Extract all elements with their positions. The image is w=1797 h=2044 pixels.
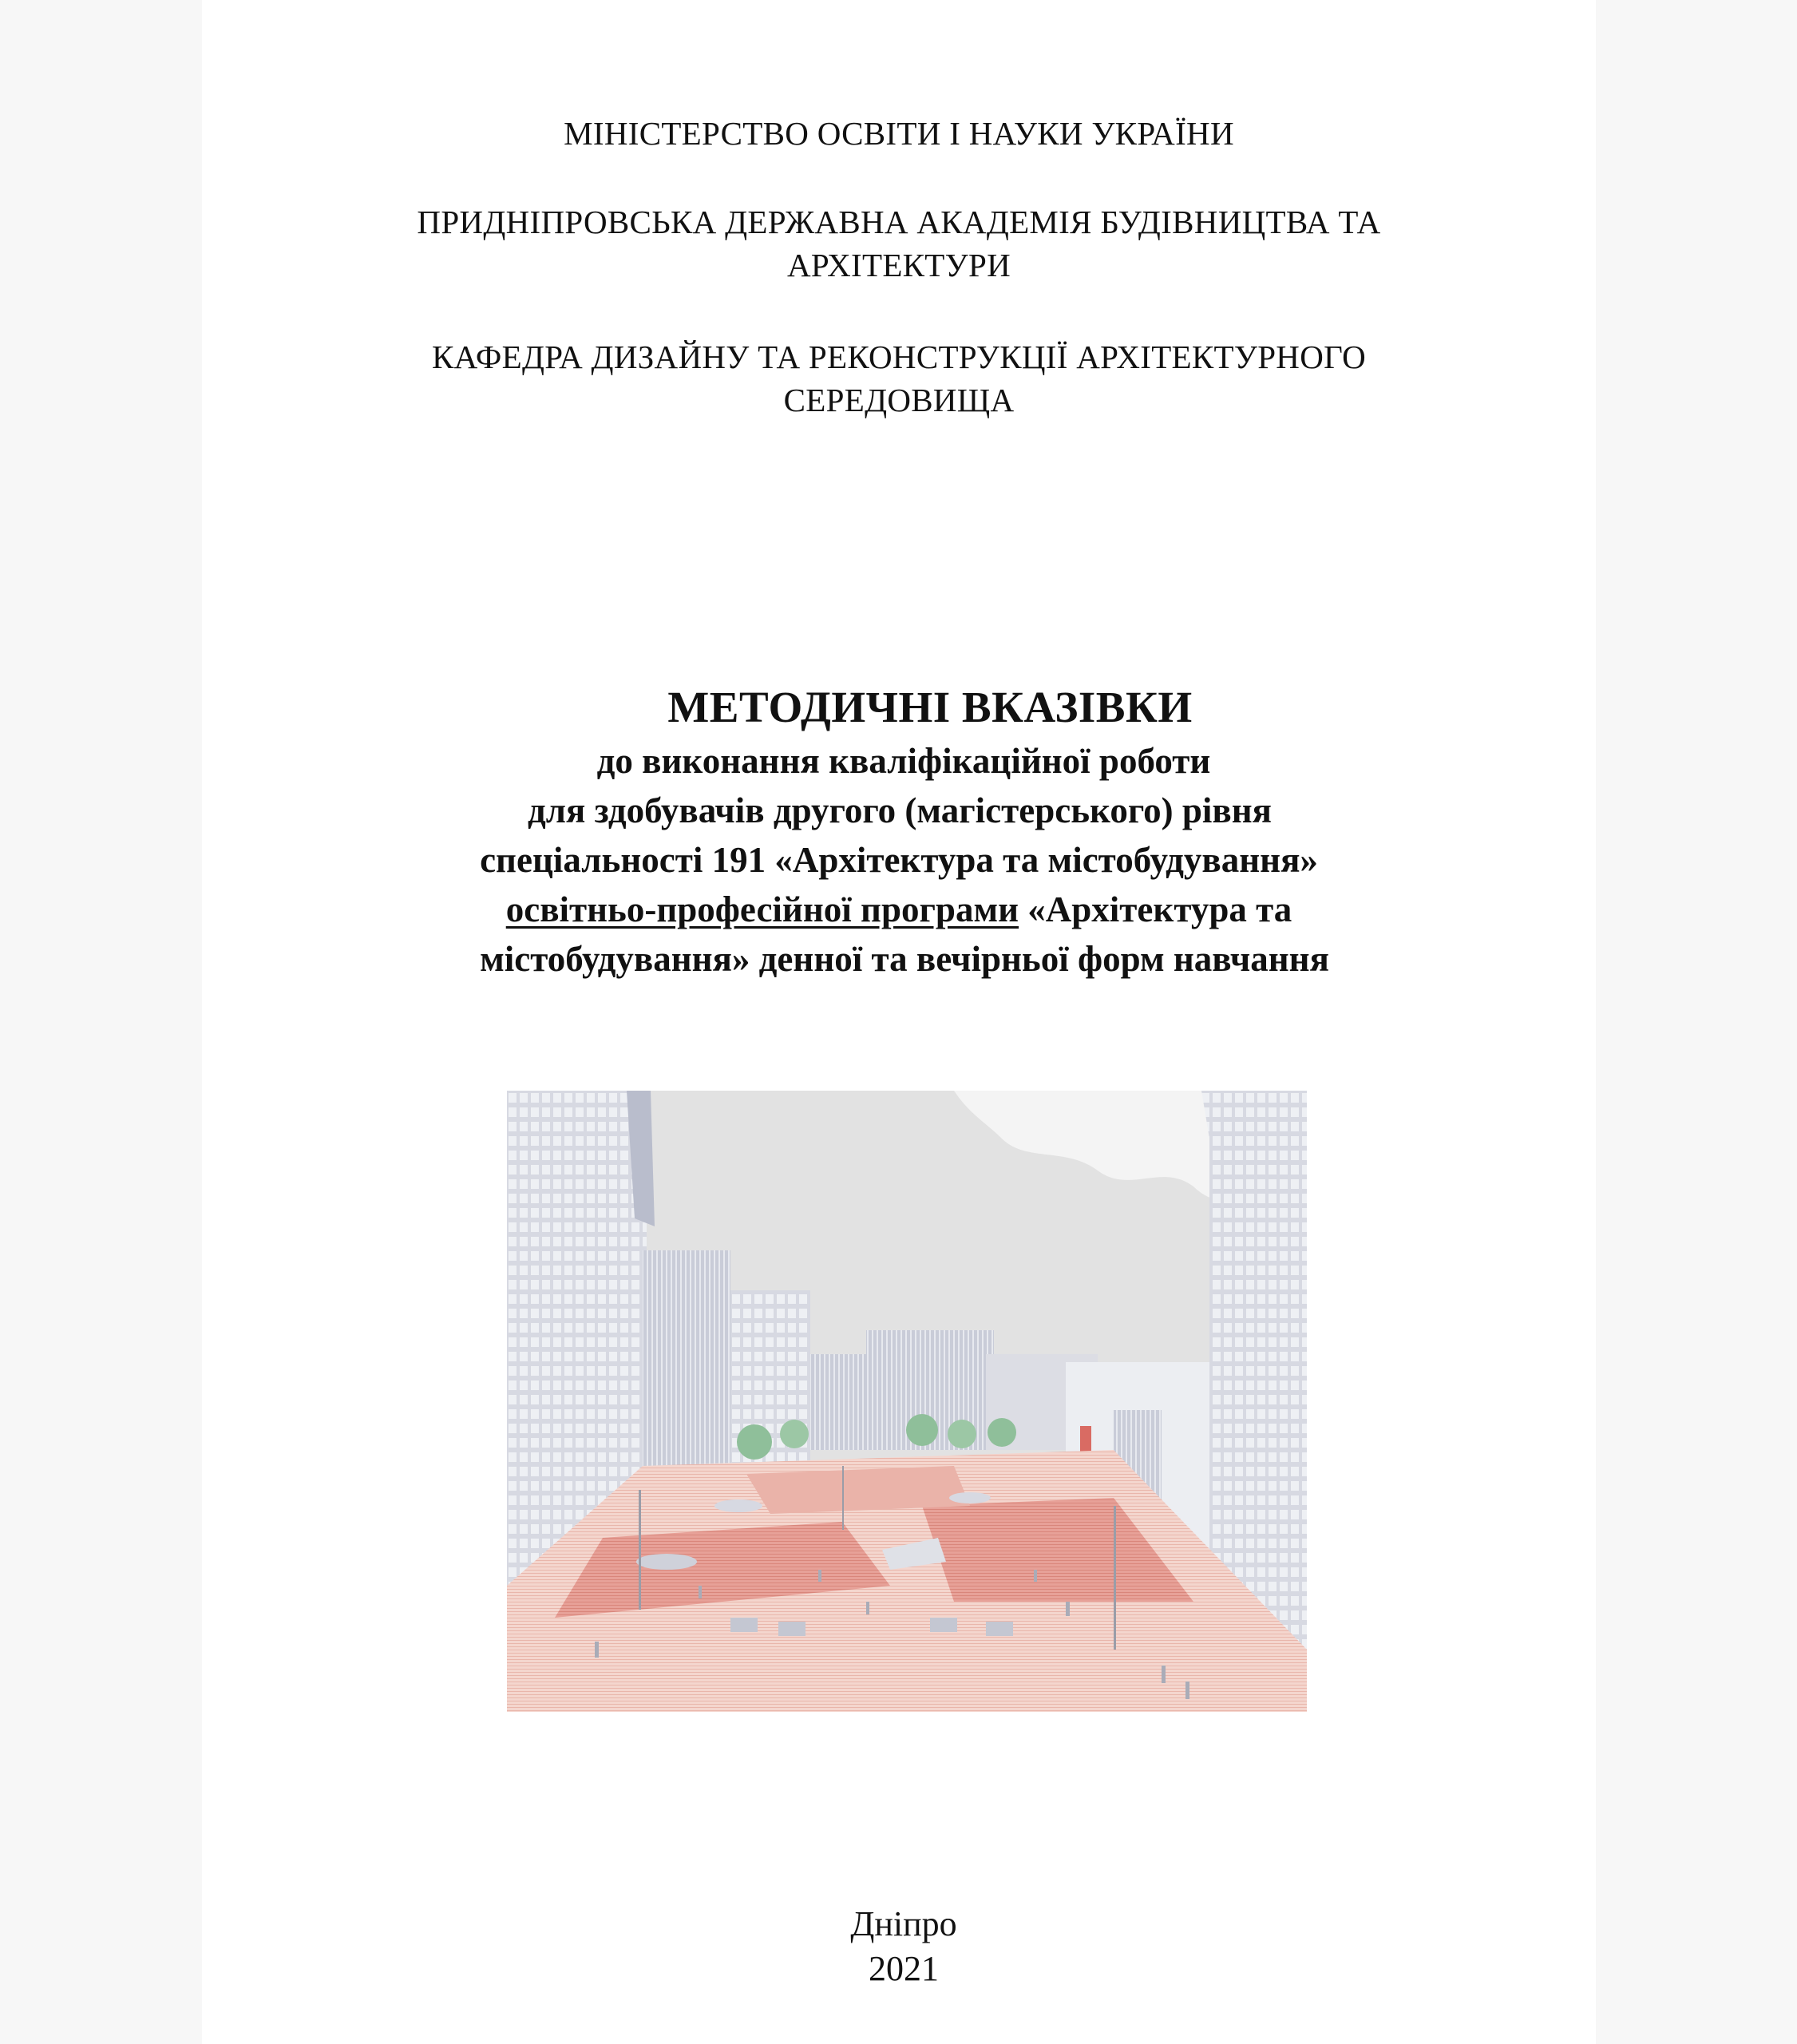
department-line-1: КАФЕДРА ДИЗАЙНУ ТА РЕКОНСТРУКЦІЇ АРХІТЕКТУРНОГО — [431, 339, 1367, 375]
ministry-heading — [202, 112, 1596, 155]
document-page — [202, 0, 1596, 2044]
bench — [930, 1618, 957, 1632]
lamp-post — [639, 1490, 641, 1610]
tree — [737, 1424, 772, 1460]
document-footer — [202, 1902, 1601, 1991]
department-heading — [202, 335, 1596, 422]
planter — [636, 1554, 697, 1570]
program-name-part: «Архітектура та — [1019, 889, 1292, 929]
bench — [778, 1622, 805, 1636]
urban-square-illustration — [507, 1091, 1307, 1712]
tree — [988, 1418, 1016, 1447]
lamp-post — [1114, 1506, 1116, 1650]
department-line-2: СЕРЕДОВИЩА — [783, 382, 1015, 418]
planter — [714, 1499, 762, 1512]
city: Дніпро — [850, 1904, 957, 1943]
ministry-text: МІНІСТЕРСТВО ОСВІТИ І НАУКИ УКРАЇНИ — [564, 115, 1234, 152]
academy-heading — [202, 200, 1596, 287]
tree — [906, 1414, 938, 1446]
subtitle-line-2: для здобувачів другого (магістерського) рівня — [527, 790, 1273, 830]
program-type-underlined: освітньо-професійної програми — [505, 889, 1019, 929]
document-title-block — [202, 679, 1596, 984]
document-title: МЕТОДИЧНІ ВКАЗІВКИ — [667, 683, 1193, 731]
tree — [780, 1420, 809, 1448]
bench — [730, 1618, 758, 1632]
subtitle-line-5: містобудування» денної та вечірньої форм навчання — [480, 939, 1329, 979]
academy-line-1: ПРИДНІПРОВСЬКА ДЕРЖАВНА АКАДЕМІЯ БУДІВНИЦТВА ТА — [417, 204, 1381, 240]
subtitle-line-4 — [202, 885, 1596, 934]
tree — [948, 1420, 976, 1448]
academy-line-2: АРХІТЕКТУРИ — [787, 247, 1011, 283]
architectural-rendering — [507, 1091, 1307, 1712]
year: 2021 — [869, 1949, 939, 1988]
subtitle-line-1: до виконання кваліфікаційної роботи — [596, 741, 1211, 781]
bench — [986, 1622, 1013, 1636]
subtitle-line-3: спеціальності 191 «Архітектура та містобудування» — [480, 840, 1318, 880]
